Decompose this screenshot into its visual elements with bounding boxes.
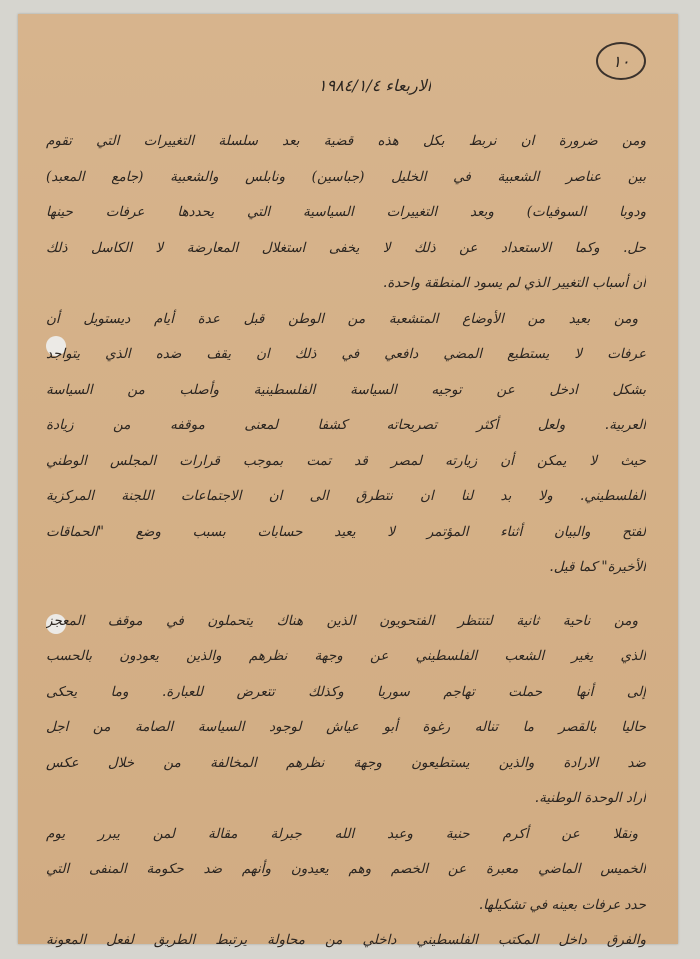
- text-line: الأخيرة" كما قيل.: [549, 559, 646, 575]
- text-line: حدد عرفات بعينه في تشكيلها.: [478, 896, 646, 913]
- text-line: ومن ناحية ثانية لتنتظر الفتحويون الذين هناك يتحملون في موقف المعجز: [46, 612, 638, 629]
- text-line: ومن ضرورة ان نربط بكل هذه قضية بعد سلسلة التغييرات التي تقوم: [46, 133, 646, 149]
- text-line: أن أسباب التغيير الذي لم يسود المنطقة واحدة.: [382, 275, 646, 291]
- paragraph-gap: [46, 586, 646, 604]
- document-date: الاربعاء ١٩٨٤/١/٤: [318, 76, 432, 95]
- text-line: بشكل ادخل عن توجيه السياسة الفلسطينية وأصلب من السياسة: [46, 381, 646, 398]
- text-line: ونقلا عن أكرم حنية وعبد الله جبرلة مقالة لمن يبرر يوم: [46, 825, 638, 842]
- page-number: ١٠: [612, 51, 630, 71]
- text-line: الذي يغير الشعب الفلسطيني عن وجهة نظرهم والذين يعودون بالحسب: [46, 648, 646, 664]
- text-line: عرفات لا يستطيع المضي دافعي في ذلك ان يقف ضده الذي يتواجد: [46, 346, 646, 362]
- text-line: العربية. ولعل أكثر تصريحاته كشفا لمعنى موقفه من زيادة: [46, 417, 646, 433]
- text-line: والفرق داخل المكتب الفلسطيني داخلي من محاولة يرتبط الطريق لفعل المعونة: [46, 932, 646, 948]
- text-line: إلى أنها حملت تهاجم سوريا وكذلك تتعرض للعبارة. وما يحكى: [46, 683, 646, 700]
- page-number-circle: [596, 42, 646, 80]
- text-line: أراد الوحدة الوطنية.: [534, 790, 646, 806]
- text-line: حيث لا يمكن أن زيارته لمصر قد تمت بموجب قرارات المجلس الوطني: [46, 452, 646, 469]
- text-line: الخميس الماضي معبرة عن الخصم وهم يعيدون وأنهم ضد حكومة المنفى التي: [46, 861, 646, 877]
- text-line: لفتح والبيان أثناء المؤتمر لا يعيد حسابات بسبب وضع "الحماقات: [46, 523, 646, 540]
- text-line: ضد الارادة والذين يستطيعون وجهة نظرهم المخالفة من خلال عكس: [46, 754, 646, 771]
- text-line: ودوبا السوفيات) وبعد التغييرات السياسية التي يحددها عرفات حينها: [46, 204, 646, 220]
- text-line: الفلسطيني. ولا بد لنا ان نتطرق الى ان الاجتماعات اللجنة المركزية: [46, 488, 646, 504]
- document-sheet: [18, 14, 678, 948]
- handwritten-body: [46, 124, 646, 959]
- text-line: ومن بعيد من الأوضاع المتشعبة من الوطن قبل عدة أيام ديستويل أن: [46, 310, 638, 327]
- text-line: حل. وكما الاستعداد عن ذلك لا يخفى استغلال المعارضة لا الكاسل ذلك: [46, 239, 646, 256]
- text-line: حاليا بالقصر ما تناله رغوة أبو عياش لوجود السياسة الصامة من اجل: [46, 719, 646, 735]
- text-line: بين عناصر الشعبية في الخليل (جباسين) ونابلس والشعبية (جامع المعبد): [46, 168, 646, 185]
